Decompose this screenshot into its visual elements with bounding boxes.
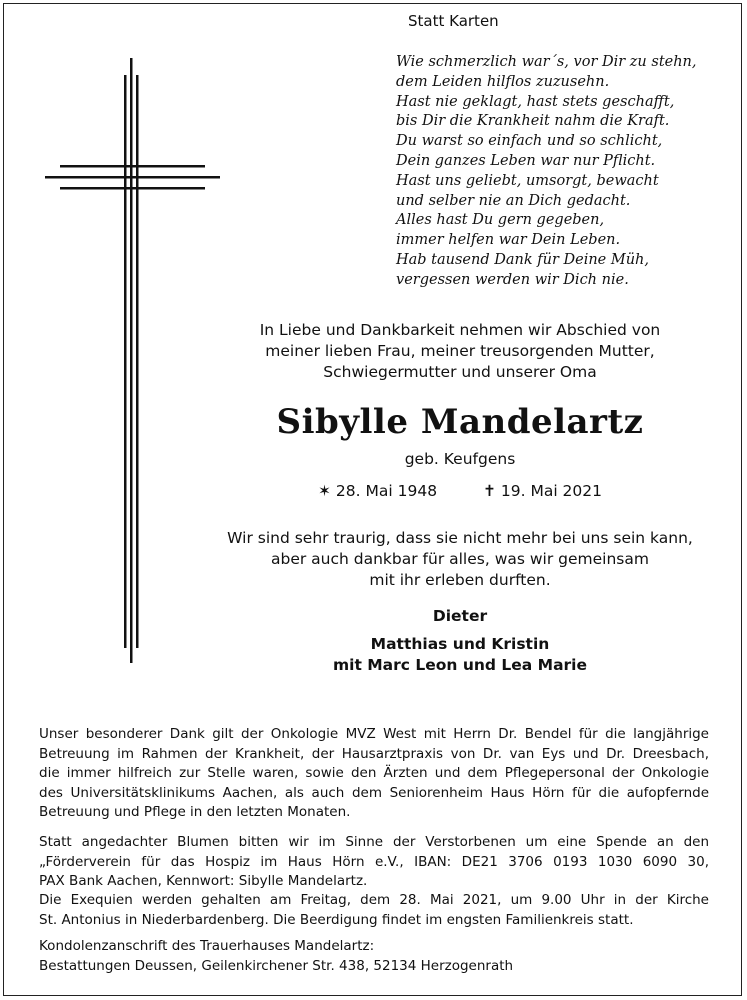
poem-line: Dein ganzes Leben war nur Pflicht. [396,152,656,169]
poem-line: Hast nie geklagt, hast stets geschafft, [396,93,675,110]
poem-line: Hab tausend Dank für Deine Müh, [396,251,649,268]
thanks-line: Unser besonderer Dank gilt der Onkologie MVZ West mit Herrn Dr. Bendel für die langjährige [39,726,709,742]
family-line: Matthias und Kristin [370,635,550,653]
condolence-line: Bestattungen Deussen, Geilenkirchener Str. 438, 52134 Herzogenrath [39,957,514,974]
message-line: aber auch dankbar für alles, was wir gemeinsam [271,550,649,568]
intro-line: meiner lieben Frau, meiner treusorgenden Mutter, [265,342,655,360]
poem-line: dem Leiden hilflos zuzusehn. [396,73,610,90]
life-dates [180,482,740,500]
birth-date: 28. Mai 1948 [335,482,438,500]
thanks-paragraph [39,725,709,823]
exequien-line: St. Antonius in Niederbardenberg. Die Beerdigung findet im engsten Familienkreis statt. [39,911,634,928]
birth-star-icon: ✶ [317,482,331,500]
statt-karten-note: Statt Karten [408,12,499,30]
maiden-name: geb. Keufgens [404,450,516,468]
donation-line: PAX Bank Aachen, Kennwort: Sibylle Mandelartz. [39,873,368,889]
thanks-line: die immer hilfreich zur Stelle waren, sowie den Ärzten und dem Pflegepersonal der Onkologie [39,765,709,781]
death-date: 19. Mai 2021 [500,482,603,500]
donation-line: „Förderverein für das Hospiz im Haus Hörn e.V., IBAN: DE21 3706 0193 1030 6090 30, [39,853,709,870]
poem [396,53,716,291]
death-cross-icon: ✝ [482,482,496,500]
exequien-line: Die Exequien werden gehalten am Freitag, dem 28. Mai 2021, um 9.00 Uhr in der Kirche [39,892,709,908]
poem-line: Wie schmerzlich war´s, vor Dir zu stehn, [396,54,697,70]
poem-line: vergessen werden wir Dich nie. [396,271,629,288]
poem-line: bis Dir die Krankheit nahm die Kraft. [396,113,670,130]
poem-line: Alles hast Du gern gegeben, [396,212,605,229]
condolence-line: Kondolenzanschrift des Trauerhauses Mandelartz: [39,938,375,954]
thanks-line: des Universitätsklinikums Aachen, als auch dem Seniorenheim Haus Hörn für die aufopfernde [39,784,709,801]
family-line: mit Marc Leon und Lea Marie [332,656,587,674]
farewell-intro [180,320,740,383]
mourning-message [180,528,740,591]
thanks-line: Betreuung im Rahmen der Krankheit, der Hausarztpraxis von Dr. van Eys und Dr. Dreesbach, [39,745,709,762]
condolence-address [39,937,709,976]
family-husband: Dieter [432,607,488,625]
thanks-line: Betreuung und Pflege in den letzten Monaten. [39,804,351,820]
exequien-paragraph [39,891,709,930]
message-line: mit ihr erleben durften. [369,571,551,589]
poem-line: Hast uns geliebt, umsorgt, bewacht [396,172,659,189]
poem-line: Du warst so einfach und so schlicht, [396,133,663,150]
family-children [180,634,740,676]
intro-line: Schwiegermutter und unserer Oma [323,363,597,381]
donation-line: Statt angedachter Blumen bitten wir im Sinne der Verstorbenen um eine Spende an den [39,834,709,850]
poem-line: und selber nie an Dich gedacht. [396,192,631,209]
intro-line: In Liebe und Dankbarkeit nehmen wir Abschied von [259,321,661,339]
donation-paragraph [39,833,709,892]
deceased-name: Sibylle Mandelartz [276,402,644,442]
poem-line: immer helfen war Dein Leben. [396,232,621,249]
message-line: Wir sind sehr traurig, dass sie nicht mehr bei uns sein kann, [227,529,693,547]
